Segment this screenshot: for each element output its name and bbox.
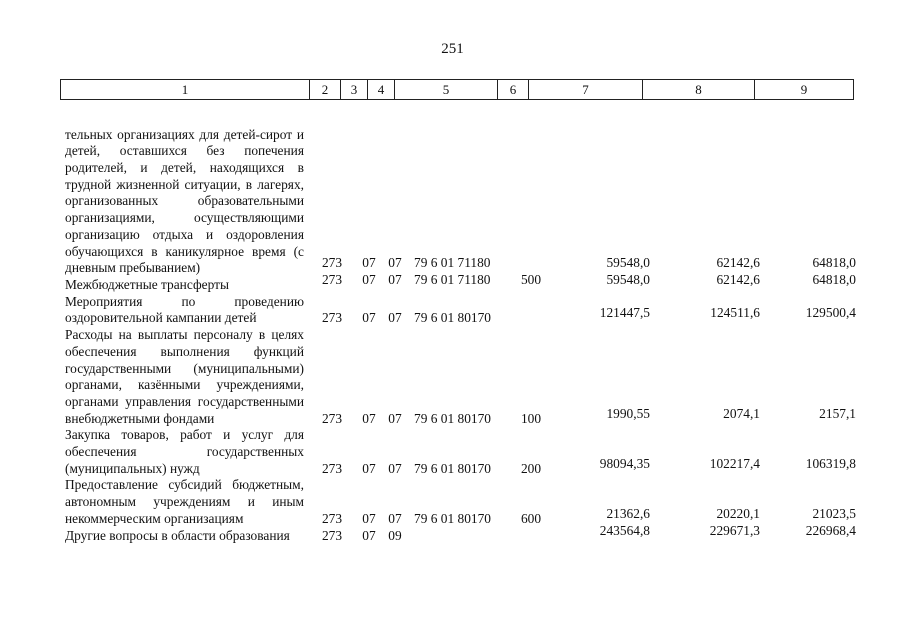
- cell-col-3: 07: [362, 410, 376, 426]
- cell-col-9: 64818,0: [812, 255, 856, 271]
- cell-col-6: 600: [520, 510, 542, 526]
- cell-col-3: 07: [362, 510, 376, 526]
- cell-col-4: 07: [388, 255, 402, 271]
- cell-col-9: 64818,0: [812, 272, 856, 287]
- header-col-1: 1: [61, 80, 310, 100]
- cell-col-5: 79 6 01 80170: [414, 410, 491, 426]
- header-col-3: 3: [341, 80, 368, 100]
- header-col-4: 4: [368, 80, 395, 100]
- cell-col-7: 1990,55: [606, 405, 650, 421]
- cell-col-7: 59548,0: [606, 272, 650, 287]
- cell-col-2: 273: [321, 510, 343, 526]
- table-row: [60, 427, 868, 477]
- cell-col-9: 21023,5: [812, 505, 856, 521]
- cell-col-8: 229671,3: [709, 522, 760, 538]
- cell-col-2: 273: [321, 255, 343, 271]
- row-description: Закупка товаров, работ и услуг для обеспечения государственных (муниципальных) нужд: [65, 427, 304, 476]
- cell-col-8: 62142,6: [716, 255, 760, 271]
- cell-col-7: 21362,6: [606, 505, 650, 521]
- cell-col-5: 79 6 01 80170: [414, 460, 491, 476]
- row-description: Другие вопросы в области образования: [65, 527, 290, 543]
- cell-col-6: 100: [520, 410, 542, 426]
- cell-col-7: 243564,8: [599, 522, 650, 538]
- table-row: [60, 277, 868, 294]
- cell-col-8: 124511,6: [710, 305, 760, 321]
- header-col-9: 9: [755, 80, 854, 100]
- table-row: [60, 477, 868, 527]
- cell-col-2: 273: [321, 310, 343, 326]
- cell-col-2: 273: [321, 410, 343, 426]
- cell-col-2: 273: [321, 527, 343, 543]
- cell-col-4: 07: [388, 272, 402, 287]
- table-row: [60, 327, 868, 427]
- cell-col-5: 79 6 01 71180: [414, 272, 491, 287]
- cell-col-8: 2074,1: [723, 405, 760, 421]
- cell-col-2: 273: [321, 460, 343, 476]
- cell-col-3: 07: [362, 310, 376, 326]
- cell-col-6: [516, 102, 546, 277]
- cell-col-8: 62142,6: [716, 272, 760, 287]
- budget-table: [60, 102, 868, 544]
- header-row: [61, 80, 854, 100]
- cell-col-9: 226968,4: [805, 522, 856, 538]
- cell-col-4: 07: [388, 510, 402, 526]
- table-row: [60, 294, 868, 327]
- header-col-2: 2: [310, 80, 341, 100]
- column-number-header: [60, 79, 854, 100]
- header-col-8: 8: [643, 80, 755, 100]
- cell-col-7: 98094,35: [599, 455, 650, 471]
- cell-col-4: 09: [388, 527, 402, 543]
- cell-col-7: 59548,0: [606, 255, 650, 271]
- cell-col-2: 273: [321, 272, 343, 287]
- cell-col-5: [408, 528, 516, 545]
- cell-col-3: 07: [362, 527, 376, 543]
- row-description: Мероприятия по проведению оздоровительной кампании детей: [65, 293, 304, 326]
- row-description: Расходы на выплаты персоналу в целях обеспечения выполнения функций государственными (муниципальными) органами, казёнными учреждениями, органами управления государственными внебюджетными фондами: [65, 327, 304, 426]
- table-row: [60, 528, 868, 545]
- cell-col-6: 500: [520, 272, 542, 287]
- cell-col-4: 07: [388, 310, 402, 326]
- header-col-6: 6: [498, 80, 529, 100]
- page-number: 251: [441, 41, 464, 57]
- table-row: [60, 102, 868, 277]
- cell-col-9: 106319,8: [805, 455, 856, 471]
- cell-col-3: 07: [362, 460, 376, 476]
- cell-col-3: 07: [362, 272, 376, 287]
- row-description: тельных организациях для детей-сирот и детей, оставшихся без попечения родителей, и детей, находящихся в трудной жизненной ситуации, в лагерях, организованных образовательными организациями, осуществляющими организацию отдыха и оздоровления обучающихся в каникулярное время (с дневным пребыванием): [65, 126, 304, 276]
- cell-col-5: 79 6 01 80170: [414, 510, 491, 526]
- header-col-5: 5: [395, 80, 498, 100]
- cell-col-8: 102217,4: [709, 455, 760, 471]
- cell-col-6: 200: [520, 460, 542, 476]
- header-col-7: 7: [529, 80, 643, 100]
- cell-col-6: [516, 294, 546, 327]
- cell-col-5: 79 6 01 80170: [414, 310, 491, 326]
- cell-col-3: 07: [362, 255, 376, 271]
- row-description: Межбюджетные трансферты: [65, 277, 229, 292]
- cell-col-8: 20220,1: [716, 505, 760, 521]
- row-description: Предоставление субсидий бюджетным, автономным учреждениям и иным некоммерческим организациям: [65, 477, 304, 526]
- cell-col-5: 79 6 01 71180: [414, 255, 491, 271]
- cell-col-7: 121447,5: [599, 305, 650, 321]
- cell-col-6: [516, 528, 546, 545]
- cell-col-4: 07: [388, 460, 402, 476]
- cell-col-9: 129500,4: [805, 305, 856, 321]
- cell-col-9: 2157,1: [819, 405, 856, 421]
- cell-col-4: 07: [388, 410, 402, 426]
